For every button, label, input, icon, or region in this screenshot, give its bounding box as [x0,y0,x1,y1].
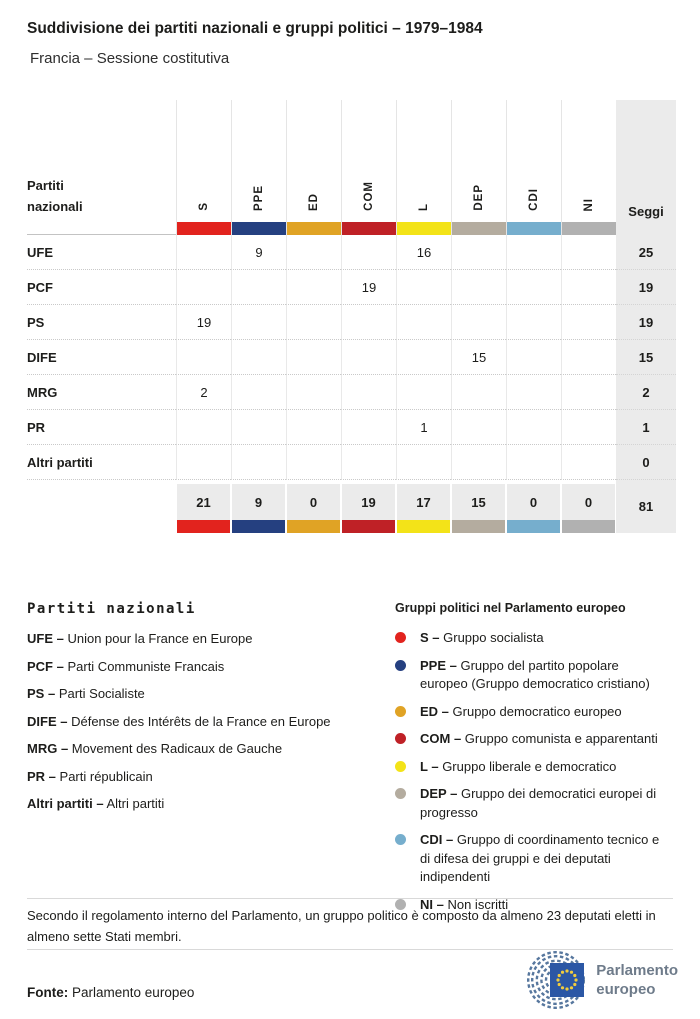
totals-cell [341,480,396,533]
party-abbr: Altri partiti – [27,796,104,811]
legend-group-item [395,785,667,822]
row-seats-total: 15 [616,340,676,375]
seat-cell [396,340,451,375]
party-name: Parti Communiste Francais [67,658,225,674]
seat-cell [231,305,286,340]
legend-group-text [420,785,667,822]
group-color-bar [452,520,505,533]
totals-cell [176,480,231,533]
group-color-dot [395,788,406,799]
totals-cell [231,480,286,533]
seats-column-header: Seggi [628,204,664,219]
corner-header-line1: Partiti [27,178,64,193]
group-abbr: DEP – [420,786,458,801]
logo-text [596,961,678,999]
seat-cell [341,305,396,340]
legend-group-text [420,730,658,749]
seat-cell [506,410,561,445]
seat-cell [341,375,396,410]
seat-cell [231,375,286,410]
legend-group-text [420,758,616,777]
group-color-bar [397,520,450,533]
legend-group-item [395,657,667,694]
seat-cell: 19 [176,305,231,340]
group-name: Gruppo di coordinamento tecnico e di difesa dei gruppi e dei deputati indipendenti [420,832,660,884]
group-color-bar [342,222,396,235]
group-abbr: NI – [420,896,444,912]
page-title: Suddivisione dei partiti nazionali e gruppi politici – 1979–1984 [27,20,483,37]
group-name: Gruppo dei democratici europei di progresso [420,786,657,820]
legend-group-item [395,730,667,749]
seats-table [27,100,676,533]
group-color-bar [177,222,231,235]
seat-cell [176,235,231,270]
seat-cell [451,235,506,270]
seat-cell [176,445,231,480]
row-seats-total: 2 [616,375,676,410]
row-seats-total: 25 [616,235,676,270]
group-color-bar [287,222,341,235]
column-header-ppe [231,100,286,235]
legend-group-text [420,657,667,694]
party-abbr: UFE – [27,631,64,646]
legend-party-item [27,687,395,701]
seat-cell: 9 [231,235,286,270]
group-code-label: CDI [528,188,540,211]
column-header-ed [286,100,341,235]
row-seats-total: 19 [616,305,676,340]
group-color-bar [232,222,286,235]
totals-cell [561,480,616,533]
seat-cell [286,305,341,340]
totals-value: 19 [342,484,395,520]
column-header-l [396,100,451,235]
totals-value: 0 [562,484,615,520]
group-abbr: CDI – [420,832,454,847]
seat-cell [341,235,396,270]
totals-row-spacer [27,480,176,533]
totals-value: 0 [287,484,340,520]
seat-cell [396,375,451,410]
group-color-bar [177,520,230,533]
party-label: DIFE [27,340,176,375]
legend-groups-heading: Gruppi politici nel Parlamento europeo [395,601,626,615]
seat-cell [176,270,231,305]
seat-cell [506,375,561,410]
legend-party-item [27,770,395,784]
group-abbr: S – [420,630,440,645]
seat-cell [286,375,341,410]
group-color-bar [507,222,561,235]
legend-national-parties [27,601,395,923]
seat-cell [286,235,341,270]
party-label: UFE [27,235,176,270]
seat-cell [396,445,451,480]
group-name: Gruppo democratico europeo [452,703,622,719]
seat-cell [451,375,506,410]
seat-cell: 1 [396,410,451,445]
legend-group-item [395,831,667,887]
group-color-dot [395,632,406,643]
totals-value: 0 [507,484,560,520]
seat-cell [231,445,286,480]
seat-cell [561,375,616,410]
group-color-dot [395,660,406,671]
legend-political-groups [395,601,667,923]
legend-party-item [27,797,395,811]
divider-bottom [27,949,673,950]
seat-cell [451,305,506,340]
seat-cell [561,270,616,305]
totals-cell [451,480,506,533]
seat-cell [506,235,561,270]
hemicycle-graphic [506,951,590,1009]
seat-cell [561,305,616,340]
group-color-dot [395,761,406,772]
seat-cell [286,270,341,305]
seat-cell [561,340,616,375]
seat-cell [231,340,286,375]
group-code-label: NI [583,197,595,211]
row-seats-total: 19 [616,270,676,305]
seat-cell: 16 [396,235,451,270]
group-code-label: PPE [253,184,265,211]
party-name: Parti Socialiste [58,686,145,701]
seat-cell [451,445,506,480]
row-seats-total: 0 [616,445,676,480]
party-name: Parti républicain [59,768,153,784]
party-abbr: PR – [27,768,56,784]
party-label: PR [27,410,176,445]
group-color-bar [397,222,451,235]
legend-party-item [27,715,395,729]
source-line [27,985,194,1000]
seat-cell [506,445,561,480]
group-name: Gruppo liberale e democratico [442,758,617,774]
legend-group-item [395,629,667,648]
eu-flag [550,963,584,997]
seat-cell: 2 [176,375,231,410]
seat-cell [341,445,396,480]
seat-cell [286,410,341,445]
group-abbr: ED – [420,703,449,719]
group-name: Gruppo comunista e apparentanti [464,731,658,746]
totals-value: 9 [232,484,285,520]
group-color-bar [452,222,506,235]
seat-cell [341,340,396,375]
seat-cell [506,305,561,340]
legend-group-text [420,629,544,648]
corner-header-line2: nazionali [27,199,83,214]
group-color-bar [507,520,560,533]
column-header-s [176,100,231,235]
legend-parties-heading: Partiti nazionali [27,601,196,617]
seat-cell [506,270,561,305]
logo-text-line2: europeo [596,981,656,998]
group-code-label: COM [363,181,375,211]
party-abbr: PS – [27,686,56,701]
group-code-label: S [198,202,210,211]
party-label: PS [27,305,176,340]
party-label: MRG [27,375,176,410]
totals-cell [286,480,341,533]
seat-cell [561,235,616,270]
legend-group-item [395,758,667,777]
seat-cell [176,410,231,445]
group-color-dot [395,733,406,744]
group-code-label: DEP [473,184,485,211]
seat-cell: 15 [451,340,506,375]
seat-cell [451,410,506,445]
group-color-bar [287,520,340,533]
totals-value: 21 [177,484,230,520]
group-color-bar [562,222,616,235]
legend-party-item [27,742,395,756]
totals-cell [506,480,561,533]
totals-cell [396,480,451,533]
column-header-dep [451,100,506,235]
corner-header [27,100,176,235]
group-abbr: COM – [420,731,462,746]
legend-group-text [420,703,622,722]
seat-cell [231,410,286,445]
party-abbr: DIFE – [27,713,68,729]
group-abbr: L – [420,758,439,774]
legend-party-item [27,632,395,646]
legend-group-text [420,831,667,887]
source-label: Fonte: [27,985,69,1000]
seat-cell [286,445,341,480]
group-color-bar [232,520,285,533]
seat-cell [231,270,286,305]
seat-cell [396,270,451,305]
group-name: Non iscritti [447,896,509,912]
party-abbr: PCF – [27,658,64,674]
group-color-bar [562,520,615,533]
party-name: Union pour la France en Europe [67,631,253,646]
group-color-dot [395,834,406,845]
party-label: Altri partiti [27,445,176,480]
column-header-cdi [506,100,561,235]
party-name: Movement des Radicaux de Gauche [71,741,283,756]
source-value: Parlamento europeo [72,985,195,1000]
legend-section [27,601,676,923]
footnote: Secondo il regolamento interno del Parlamento, un gruppo politico è composto da almeno 23 deputati eletti in almeno sette Stati membri. [27,908,656,944]
group-abbr: PPE – [420,657,457,673]
legend-party-item [27,660,395,674]
party-label: PCF [27,270,176,305]
page-subtitle: Francia – Sessione costitutiva [30,50,230,67]
seat-cell [341,410,396,445]
seat-cell [451,270,506,305]
logo-text-line1: Parlamento [596,962,678,979]
party-abbr: MRG – [27,741,69,756]
totals-value: 15 [452,484,505,520]
group-name: Gruppo socialista [443,630,544,645]
seat-cell: 19 [341,270,396,305]
seat-cell [506,340,561,375]
group-code-label: ED [308,193,320,211]
column-header-ni [561,100,616,235]
group-color-dot [395,706,406,717]
totals-value: 17 [397,484,450,520]
seat-cell [286,340,341,375]
ep-logo [506,951,678,1009]
group-name: Gruppo del partito popolare europeo (Gruppo democratico cristiano) [420,657,650,691]
seat-cell [561,410,616,445]
seat-cell [396,305,451,340]
seat-cell [561,445,616,480]
legend-group-item [395,703,667,722]
column-header-com [341,100,396,235]
divider-top [27,898,673,899]
grand-total-seats: 81 [638,499,654,514]
row-seats-total: 1 [616,410,676,445]
party-name: Altri partiti [106,796,165,811]
group-color-bar [342,520,395,533]
group-code-label: L [418,202,430,211]
party-name: Défense des Intérêts de la France en Europe [71,713,331,729]
seat-cell [176,340,231,375]
